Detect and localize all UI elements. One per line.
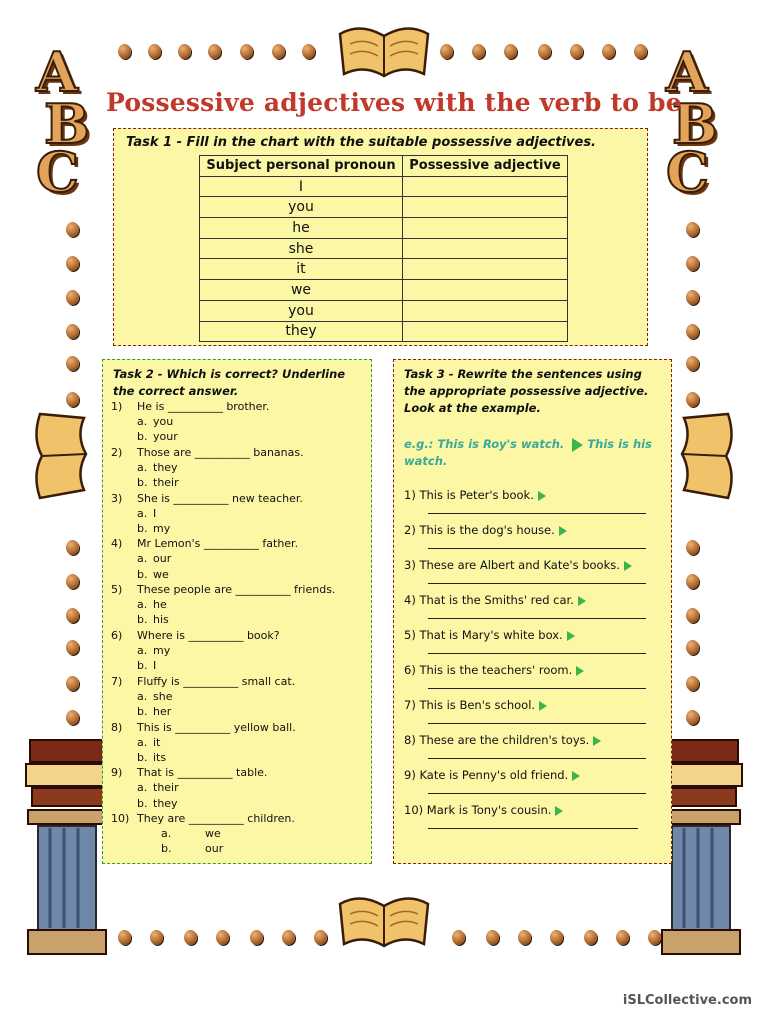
- pronoun-column-header: Subject personal pronoun: [200, 156, 403, 177]
- border-dot: [302, 44, 315, 59]
- answer-blank[interactable]: __________: [177, 766, 233, 780]
- border-dot: [150, 930, 163, 945]
- page-title: Possessive adjectives with the verb to be: [106, 88, 682, 117]
- border-dot: [272, 44, 285, 59]
- question-text-end: brother.: [226, 400, 270, 413]
- table-row: [200, 321, 568, 342]
- question-8: [111, 721, 296, 734]
- border-dot: [66, 356, 79, 371]
- sentence-text: 2) This is the dog's house.: [404, 523, 555, 537]
- arrow-right-icon: [624, 561, 632, 571]
- option-b[interactable]: [137, 430, 178, 443]
- question-text-end: book?: [246, 629, 280, 642]
- option-value: we: [205, 827, 221, 841]
- option-label: a.: [137, 506, 148, 520]
- option-value: I: [153, 506, 157, 520]
- open-book-icon-top: [336, 20, 432, 82]
- answer-blank[interactable]: __________: [175, 720, 231, 734]
- border-dot: [452, 930, 465, 945]
- sentence-text: 8) These are the children's toys.: [404, 733, 590, 747]
- rewrite-sentence-2: [404, 523, 567, 537]
- option-a[interactable]: [137, 781, 179, 794]
- answer-line[interactable]: [428, 828, 638, 829]
- example-answer: This is his: [587, 437, 652, 451]
- option-label: a.: [137, 460, 148, 474]
- pronoun-table: [199, 155, 568, 342]
- border-dot: [250, 930, 263, 945]
- sentence-text: 10) Mark is Tony's cousin.: [404, 803, 552, 817]
- pronoun-cell: I: [200, 176, 403, 197]
- option-value: their: [153, 781, 179, 795]
- option-value: it: [153, 735, 161, 749]
- question-number: 7): [111, 674, 123, 688]
- border-dot: [440, 44, 453, 59]
- rewrite-sentence-7: [404, 698, 547, 712]
- task2-heading-line2: the correct answer.: [113, 384, 239, 398]
- option-label: a.: [137, 689, 148, 703]
- border-dot: [66, 290, 79, 305]
- option-label: a.: [137, 415, 148, 428]
- adjective-column-header: Possessive adjective: [403, 156, 568, 177]
- answer-line[interactable]: [428, 758, 646, 759]
- border-dot: [184, 930, 197, 945]
- option-label: b.: [137, 750, 148, 764]
- border-dot: [616, 930, 629, 945]
- question-text: This is: [137, 720, 172, 734]
- question-text: Mr Lemon's: [137, 537, 201, 551]
- border-dot: [472, 44, 485, 59]
- option-a[interactable]: [137, 461, 178, 474]
- possessive-answer-cell[interactable]: [403, 280, 568, 301]
- letter-b-decoration-right: B: [672, 92, 718, 156]
- answer-blank[interactable]: __________: [203, 537, 259, 551]
- arrow-right-icon: [576, 666, 584, 676]
- question-5: [111, 583, 335, 596]
- border-dot: [538, 44, 551, 59]
- answer-line[interactable]: [428, 723, 646, 724]
- pronoun-cell: they: [200, 321, 403, 342]
- sentence-text: 4) That is the Smiths' red car.: [404, 593, 574, 607]
- option-label: b.: [137, 705, 148, 718]
- question-6: [111, 629, 280, 642]
- question-text: These people are: [137, 583, 233, 597]
- rewrite-sentence-10: [404, 803, 563, 817]
- border-dot: [686, 540, 699, 555]
- possessive-answer-cell[interactable]: [403, 259, 568, 280]
- rewrite-sentence-9: [404, 768, 580, 782]
- sentence-text: 7) This is Ben's school.: [404, 698, 536, 712]
- rewrite-sentence-6: [404, 663, 584, 677]
- letter-c-decoration: C: [36, 140, 79, 204]
- border-dot: [686, 256, 699, 271]
- arrow-right-icon: [572, 438, 583, 452]
- option-label: b.: [137, 659, 148, 673]
- answer-line[interactable]: [428, 548, 646, 549]
- arrow-right-icon: [559, 526, 567, 536]
- border-dot: [686, 222, 699, 237]
- border-dot: [686, 608, 699, 623]
- border-dot: [148, 44, 161, 59]
- option-label: a.: [137, 781, 148, 795]
- question-text: He is: [137, 400, 165, 413]
- border-dot: [686, 676, 699, 691]
- border-dot: [686, 356, 699, 371]
- border-dot: [570, 44, 583, 59]
- border-dot: [66, 710, 79, 725]
- border-dot: [550, 930, 563, 945]
- border-dot: [66, 640, 79, 655]
- question-text-end: friends.: [294, 583, 336, 597]
- pronoun-cell: you: [200, 197, 403, 218]
- letter-a-decoration: A: [36, 40, 78, 104]
- option-a[interactable]: [137, 552, 171, 565]
- pronoun-cell: he: [200, 218, 403, 239]
- table-row: [200, 218, 568, 239]
- open-book-icon-left: [30, 408, 94, 504]
- answer-line[interactable]: [428, 583, 646, 584]
- option-label: b.: [137, 613, 148, 627]
- question-number: 1): [111, 400, 123, 413]
- border-dot: [504, 44, 517, 59]
- answer-blank[interactable]: __________: [235, 583, 291, 597]
- option-b[interactable]: [137, 751, 166, 764]
- open-book-icon-bottom: [336, 890, 432, 952]
- option-b[interactable]: [137, 705, 171, 718]
- example-sentence: e.g.: This is Roy's watch.: [404, 437, 565, 451]
- task2-heading-line1: Task 2 - Which is correct? Underline: [113, 367, 346, 381]
- sentence-text: 5) That is Mary's white box.: [404, 628, 563, 642]
- question-text: They are: [137, 812, 186, 826]
- possessive-answer-cell[interactable]: [403, 300, 568, 321]
- question-number: 6): [111, 629, 123, 642]
- border-dot: [118, 44, 131, 59]
- option-b[interactable]: [137, 797, 178, 810]
- option-value: our: [153, 552, 172, 566]
- option-b[interactable]: [137, 568, 169, 581]
- option-a[interactable]: [137, 507, 156, 520]
- border-dot: [178, 44, 191, 59]
- question-2: [111, 446, 304, 459]
- border-dot: [518, 930, 531, 945]
- option-value: he: [153, 598, 167, 612]
- answer-blank[interactable]: __________: [188, 629, 244, 642]
- option-label: b.: [137, 430, 148, 444]
- pronoun-cell: she: [200, 238, 403, 259]
- border-dot: [118, 930, 131, 945]
- question-number: 9): [111, 766, 123, 780]
- question-text-end: new teacher.: [232, 491, 303, 505]
- arrow-right-icon: [538, 491, 546, 501]
- border-dot: [584, 930, 597, 945]
- border-dot: [282, 930, 295, 945]
- letter-c-decoration-right: C: [666, 140, 709, 204]
- question-1: [111, 400, 269, 413]
- pronoun-cell: we: [200, 280, 403, 301]
- answer-blank[interactable]: __________: [183, 674, 239, 688]
- border-dot: [66, 574, 79, 589]
- arrow-right-icon: [572, 771, 580, 781]
- question-number: 8): [111, 720, 123, 734]
- option-label: a.: [137, 598, 148, 612]
- option-a[interactable]: [137, 736, 160, 749]
- option-a[interactable]: [137, 598, 167, 611]
- task2-heading: [113, 366, 345, 400]
- question-3: [111, 492, 303, 505]
- possessive-answer-cell[interactable]: [403, 238, 568, 259]
- border-dot: [208, 44, 221, 59]
- sentence-text: 3) These are Albert and Kate's books.: [404, 558, 620, 572]
- option-label: b.: [137, 796, 148, 810]
- answer-blank[interactable]: __________: [194, 445, 250, 459]
- question-number: 3): [111, 491, 123, 505]
- border-dot: [634, 44, 647, 59]
- task3-example: [404, 436, 666, 470]
- watermark: iSLCollective.com: [622, 993, 752, 1008]
- question-number: 4): [111, 537, 123, 551]
- option-value: they: [153, 796, 178, 810]
- task2-panel: [102, 359, 372, 864]
- option-value: her: [153, 705, 172, 718]
- option-value: you: [153, 415, 174, 428]
- rewrite-sentence-8: [404, 733, 601, 747]
- question-text-end: children.: [247, 812, 295, 826]
- sentence-text: 9) Kate is Penny's old friend.: [404, 768, 569, 782]
- sentence-text: 1) This is Peter's book.: [404, 488, 534, 502]
- option-a[interactable]: [137, 644, 170, 657]
- table-row: [200, 238, 568, 259]
- option-value: she: [153, 689, 173, 703]
- task3-heading-line2: the appropriate possessive adjective.: [404, 384, 649, 398]
- arrow-right-icon: [567, 631, 575, 641]
- option-a[interactable]: [161, 827, 221, 840]
- option-label: b.: [137, 521, 148, 535]
- answer-line[interactable]: [428, 653, 646, 654]
- table-row: [200, 300, 568, 321]
- letter-b-decoration: B: [44, 92, 90, 156]
- border-dot: [314, 930, 327, 945]
- option-label: a.: [137, 644, 148, 657]
- arrow-right-icon: [555, 806, 563, 816]
- option-value: our: [205, 842, 224, 856]
- question-number: 2): [111, 445, 123, 459]
- option-value: they: [153, 460, 178, 474]
- question-9: [111, 766, 267, 779]
- border-dot: [686, 290, 699, 305]
- answer-line[interactable]: [428, 793, 646, 794]
- border-dot: [602, 44, 615, 59]
- option-value: his: [153, 613, 169, 627]
- possessive-answer-cell[interactable]: [403, 176, 568, 197]
- possessive-answer-cell[interactable]: [403, 321, 568, 342]
- option-label: b.: [137, 567, 148, 581]
- possessive-answer-cell[interactable]: [403, 218, 568, 239]
- arrow-right-icon: [593, 736, 601, 746]
- table-row: [200, 176, 568, 197]
- pillar-with-books-left-icon: [22, 730, 112, 960]
- border-dot: [240, 44, 253, 59]
- letter-a-decoration-right: A: [666, 40, 708, 104]
- question-10: [111, 812, 295, 825]
- question-number: 5): [111, 583, 123, 597]
- question-text: Where is: [137, 629, 185, 642]
- option-value: we: [153, 567, 169, 581]
- answer-line[interactable]: [428, 618, 646, 619]
- question-number: 10): [111, 812, 130, 826]
- question-4: [111, 537, 298, 550]
- task3-heading: [404, 366, 648, 417]
- option-label: a.: [137, 735, 148, 749]
- task1-heading: Task 1 - Fill in the chart with the suitable possessive adjectives.: [126, 135, 596, 150]
- border-dot: [66, 540, 79, 555]
- option-label: a.: [137, 552, 148, 566]
- border-dot: [686, 324, 699, 339]
- option-a[interactable]: [137, 415, 173, 428]
- rewrite-sentence-5: [404, 628, 575, 642]
- option-label: b.: [137, 476, 148, 489]
- question-text-end: yellow ball.: [233, 720, 296, 734]
- question-text: That is: [137, 766, 175, 780]
- option-b[interactable]: [137, 659, 156, 672]
- task3-panel: [393, 359, 672, 864]
- arrow-right-icon: [578, 596, 586, 606]
- task3-heading-line1: Task 3 - Rewrite the sentences using: [404, 367, 642, 381]
- option-value: their: [153, 476, 179, 489]
- option-value: your: [153, 430, 178, 444]
- sentence-text: 6) This is the teachers' room.: [404, 663, 573, 677]
- option-b[interactable]: [161, 842, 223, 855]
- question-text: Those are: [137, 445, 192, 459]
- answer-blank[interactable]: __________: [173, 491, 229, 505]
- question-text-end: small cat.: [241, 674, 296, 688]
- option-b[interactable]: [137, 613, 169, 626]
- example-answer-end: watch.: [404, 454, 448, 468]
- open-book-icon-right: [674, 408, 738, 504]
- possessive-answer-cell[interactable]: [403, 197, 568, 218]
- pronoun-cell: it: [200, 259, 403, 280]
- answer-blank[interactable]: __________: [188, 812, 244, 826]
- border-dot: [686, 574, 699, 589]
- question-text-end: table.: [236, 766, 268, 780]
- task1-panel: [113, 128, 648, 346]
- border-dot: [66, 676, 79, 691]
- option-label: b.: [161, 842, 172, 856]
- border-dot: [686, 392, 699, 407]
- border-dot: [66, 392, 79, 407]
- answer-blank[interactable]: __________: [167, 400, 223, 413]
- option-b[interactable]: [137, 476, 179, 489]
- table-row: [200, 280, 568, 301]
- border-dot: [216, 930, 229, 945]
- rewrite-sentence-1: [404, 488, 546, 502]
- border-dot: [686, 640, 699, 655]
- question-7: [111, 675, 295, 688]
- option-value: my: [153, 521, 171, 535]
- option-value: my: [153, 644, 171, 657]
- question-text: She is: [137, 491, 171, 505]
- question-text-end: bananas.: [253, 445, 304, 459]
- question-text-end: father.: [262, 537, 299, 551]
- rewrite-sentence-3: [404, 558, 632, 572]
- answer-line[interactable]: [428, 513, 646, 514]
- answer-line[interactable]: [428, 688, 646, 689]
- option-b[interactable]: [137, 522, 170, 535]
- rewrite-sentence-4: [404, 593, 586, 607]
- table-row: [200, 259, 568, 280]
- table-row: [200, 197, 568, 218]
- border-dot: [66, 222, 79, 237]
- border-dot: [66, 324, 79, 339]
- pronoun-cell: you: [200, 300, 403, 321]
- option-a[interactable]: [137, 690, 172, 703]
- border-dot: [66, 608, 79, 623]
- task3-heading-line3: Look at the example.: [404, 401, 541, 415]
- option-value: I: [153, 659, 157, 673]
- border-dot: [66, 256, 79, 271]
- border-dot: [486, 930, 499, 945]
- arrow-right-icon: [539, 701, 547, 711]
- question-text: Fluffy is: [137, 674, 180, 688]
- border-dot: [686, 710, 699, 725]
- option-label: a.: [161, 827, 172, 841]
- option-value: its: [153, 750, 167, 764]
